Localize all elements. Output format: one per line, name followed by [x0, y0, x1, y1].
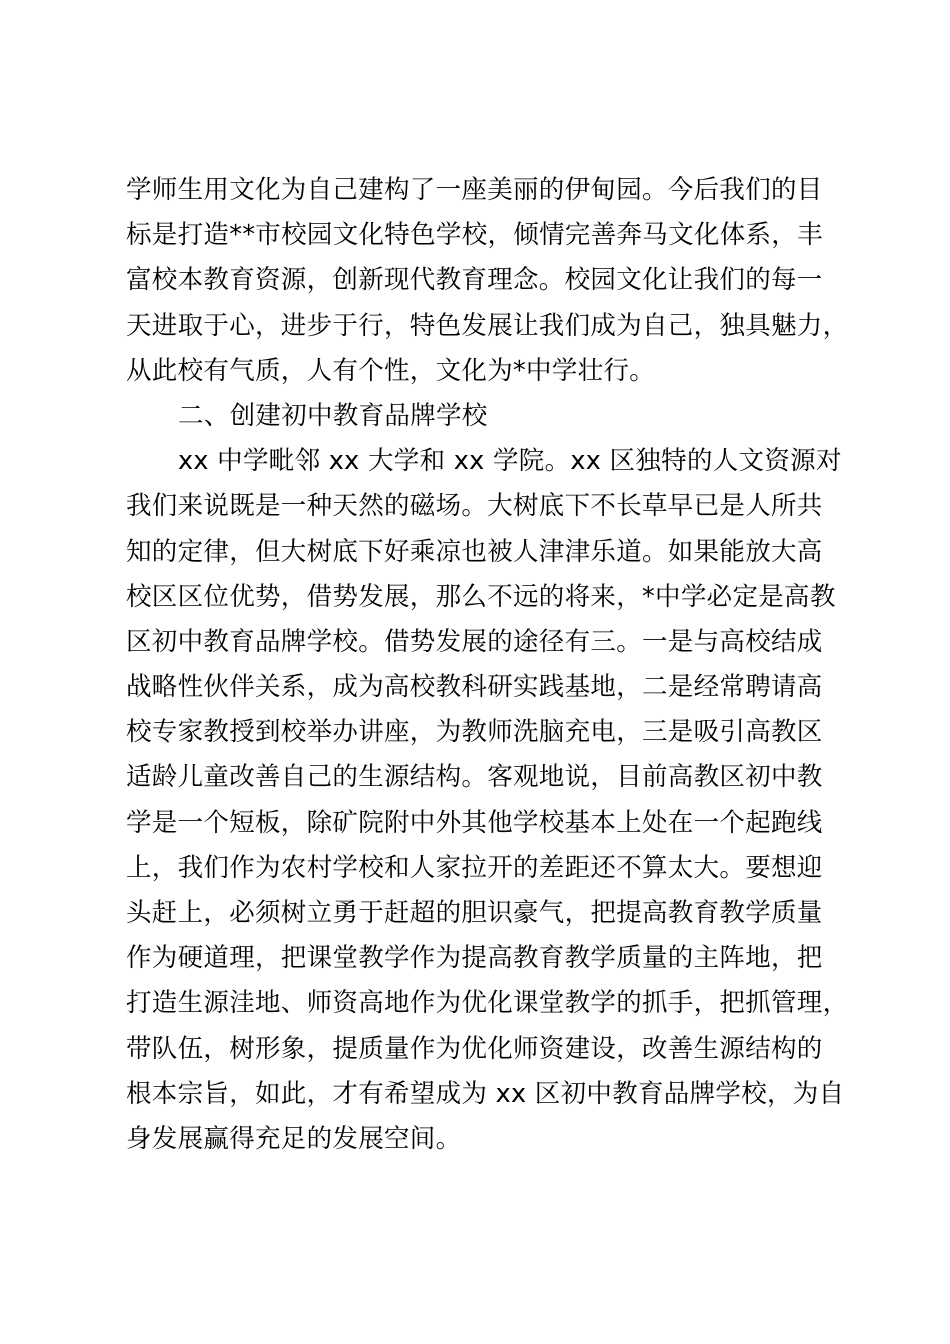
- paragraph-line: 作为硬道理，把课堂教学作为提高教育教学质量的主阵地，把: [126, 943, 823, 974]
- paragraph-line: 根本宗旨，如此，才有希望成为 xx 区初中教育品牌学校，为自: [126, 1078, 845, 1109]
- document-body: [126, 168, 849, 1162]
- paragraph-line: 学是一个短板，除矿院附中外其他学校基本上处在一个起跑线: [126, 807, 823, 838]
- paragraph-line: 学师生用文化为自己建构了一座美丽的伊甸园。今后我们的目: [126, 175, 823, 205]
- section-heading: 二、创建初中教育品牌学校: [178, 400, 488, 431]
- paragraph-line: 知的定律，但大树底下好乘凉也被人津津乐道。如果能放大高: [126, 536, 823, 567]
- paragraph-line: 打造生源洼地、师资高地作为优化课堂教学的抓手，把抓管理，: [126, 988, 849, 1019]
- paragraph-line: 我们来说既是一种天然的磁场。大树底下不长草早已是人所共: [126, 491, 823, 522]
- paragraph-line: 头赶上，必须树立勇于赶超的胆识豪气，把提高教育教学质量: [126, 898, 823, 928]
- paragraph-line: 身发展赢得充足的发展空间。: [126, 1123, 462, 1154]
- paragraph-line: 带队伍，树形象，提质量作为优化师资建设，改善生源结构的: [126, 1033, 823, 1064]
- paragraph-line: 上，我们作为农村学校和人家拉开的差距还不算太大。要想迎: [126, 852, 823, 883]
- paragraph-line: 校区区位优势，借势发展，那么不远的将来，*中学必定是高教: [126, 581, 836, 612]
- paragraph-line: 天进取于心，进步于行，特色发展让我们成为自己，独具魅力，: [126, 310, 849, 341]
- paragraph-line: 富校本教育资源，创新现代教育理念。校园文化让我们的每一: [126, 265, 823, 296]
- paragraph-line: 校专家教授到校举办讲座，为教师洗脑充电，三是吸引高教区: [126, 717, 823, 748]
- paragraph-line: 区初中教育品牌学校。借势发展的途径有三。一是与高校结成: [126, 626, 823, 657]
- paragraph-line: xx 中学毗邻 xx 大学和 xx 学院。xx 区独特的人文资源对: [178, 446, 842, 477]
- paragraph-line: 标是打造**市校园文化特色学校，倾情完善奔马文化体系，丰: [126, 220, 823, 251]
- paragraph-line: 适龄儿童改善自己的生源结构。客观地说，目前高教区初中教: [126, 762, 823, 793]
- paragraph-line: 从此校有气质，人有个性，文化为*中学壮行。: [126, 355, 656, 386]
- paragraph-line: 战略性伙伴关系，成为高校教科研实践基地，二是经常聘请高: [126, 672, 823, 703]
